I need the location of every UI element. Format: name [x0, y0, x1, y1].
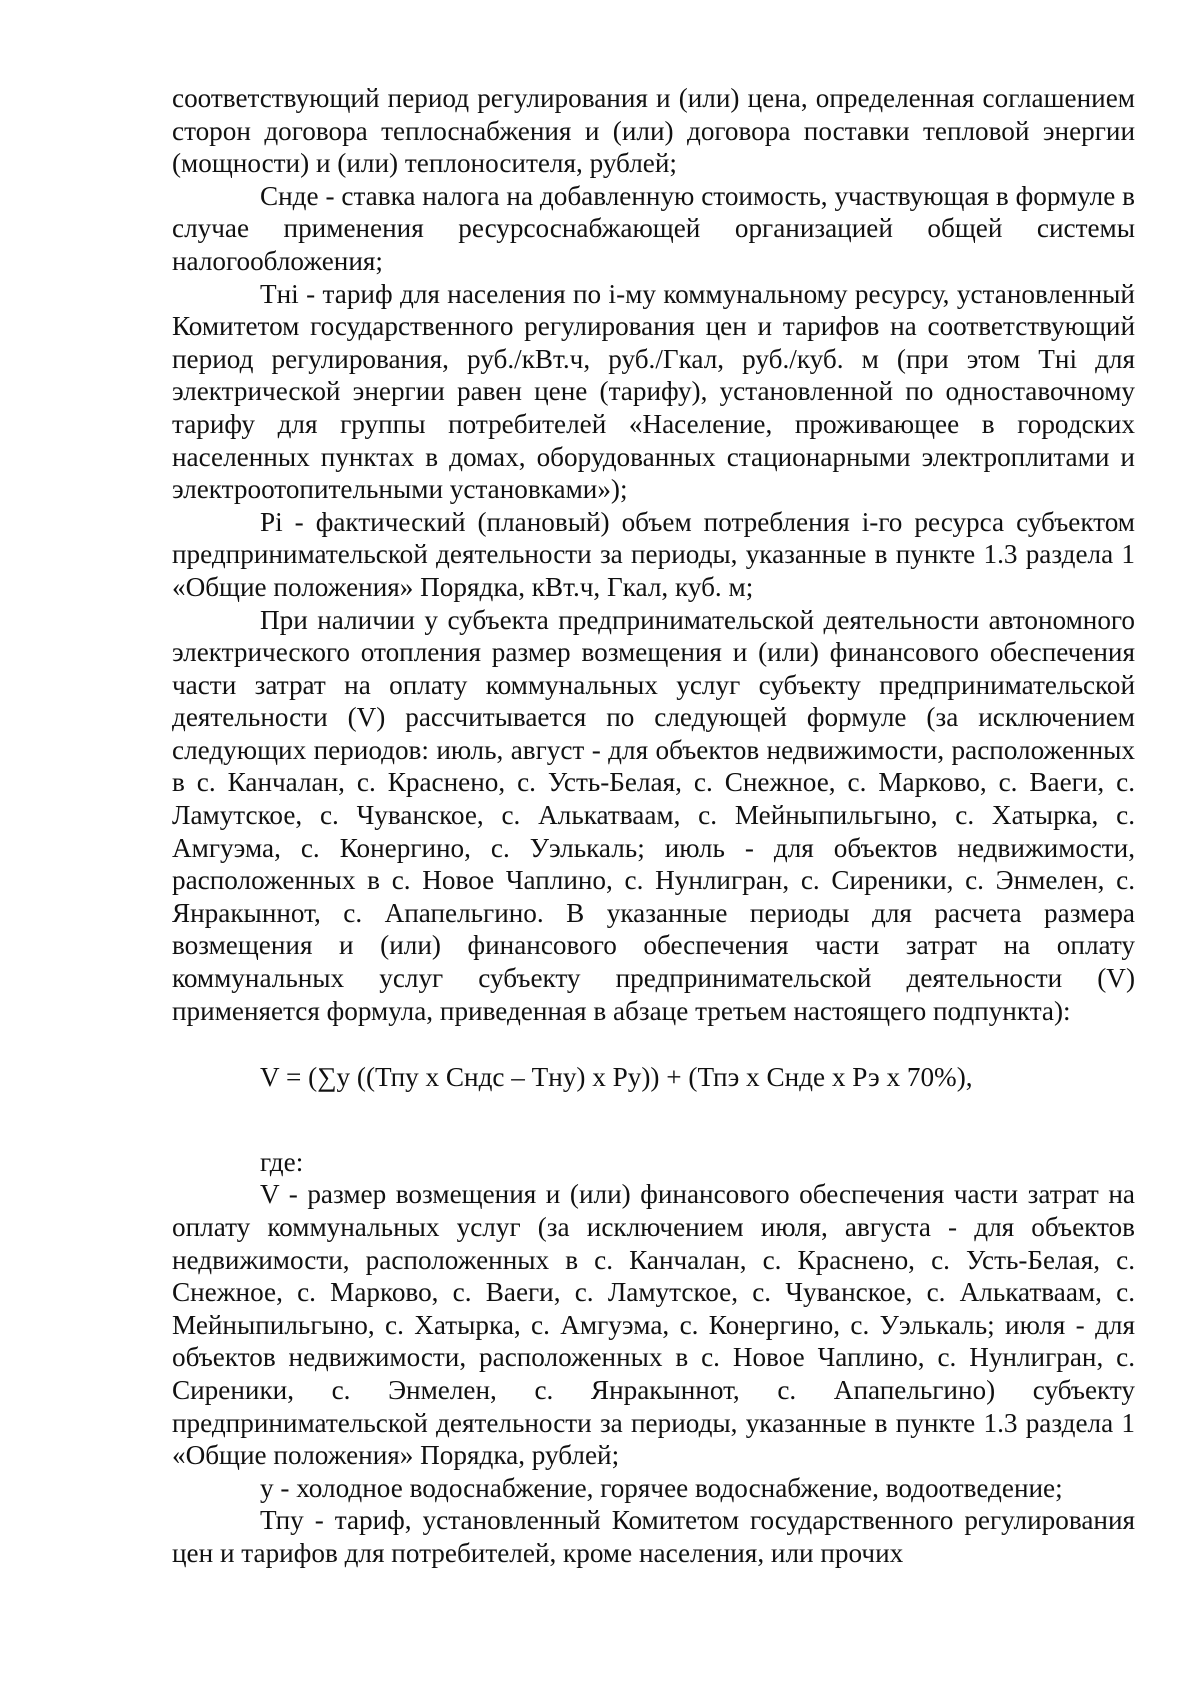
paragraph-population-tariff: Тні - тариф для населения по і-му коммунальному ресурсу, установленный Комитетом государственного регулирования цен и тарифов на соответствующий период регулирования, руб./кВт.ч, руб./Гкал, руб./куб. м (при этом Тні для электрической энергии равен цене (тарифу), установленной по одноставочному тарифу для группы потребителей «Население, проживающее в городских населенных пунктах в домах, оборудованных стационарными электроплитами и электроотопительными установками»);	[172, 278, 1135, 505]
definition-v: V - размер возмещения и (или) финансового обеспечения части затрат на оплату коммунальных услуг (за исключением июля, августа - для объектов недвижимости, расположенных в с. Канчалан, с. Краснено, с. Усть-Белая, с. Снежное, с. Марково, с. Ваеги, с. Ламутское, с. Чуванское, с. Алькатваам, с. Мейныпильгыно, с. Хатырка, с. Амгуэма, с. Конергино, с. Уэлькаль; июля - для объектов недвижимости, расположенных в с. Новое Чаплино, с. Нунлигран, с. Сиреники, с. Энмелен, с. Янракыннот, с. Апапельгино) субъекту предпринимательской деятельности за периоды, указанные в пункте 1.3 раздела 1 «Общие положения» Порядка, рублей;	[172, 1179, 1135, 1471]
paragraph-electric-heating: При наличии у субъекта предпринимательской деятельности автономного электрического отопления размер возмещения и (или) финансового обеспечения части затрат на оплату коммунальных услуг субъекту предпринимательской деятельности (V) рассчитывается по следующей формуле (за исключением следующих периодов: июль, август - для объектов недвижимости, расположенных в с. Канчалан, с. Краснено, с. Усть-Белая, с. Снежное, с. Марково, с. Ваеги, с. Ламутское, с. Чуванское, с. Алькатваам, с. Мейныпильгыно, с. Хатырка, с. Амгуэма, с. Конергино, с. Уэлькаль; июль - для объектов недвижимости, расположенных в с. Новое Чаплино, с. Нунлигран, с. Сиреники, с. Энмелен, с. Янракыннот, с. Апапельгино. В указанные периоды для расчета размера возмещения и (или) финансового обеспечения части затрат на оплату коммунальных услуг субъекту предпринимательской деятельности (V) применяется формула, приведенная в абзаце третьем настоящего подпункта):	[172, 604, 1135, 1026]
document-page	[172, 82, 1135, 1570]
formula: V = (∑у ((Тпу х Cндс – Тну) х Ру)) + (Тпэ х Снде х Рэ х 70%),	[260, 1062, 973, 1093]
where-label: где:	[260, 1146, 304, 1177]
paragraph-continuation: соответствующий период регулирования и (или) цена, определенная соглашением сторон договора теплоснабжения и (или) договора поставки тепловой энергии (мощности) и (или) теплоносителя, рублей;	[172, 83, 1135, 179]
paragraph-vat-rate: Снде - ставка налога на добавленную стоимость, участвующая в формуле в случае применения ресурсоснабжающей организацией общей системы налогообложения;	[172, 180, 1135, 276]
definition-y: у - холодное водоснабжение, горячее водоснабжение, водоотведение;	[260, 1472, 1063, 1503]
definition-tpu: Тпу - тариф, установленный Комитетом государственного регулирования цен и тарифов для потребителей, кроме населения, или прочих	[172, 1505, 1135, 1568]
paragraph-consumption-volume: Pi - фактический (плановый) объем потребления і-го ресурса субъектом предпринимательской деятельности за периоды, указанные в пункте 1.3 раздела 1 «Общие положения» Порядка, кВт.ч, Гкал, куб. м;	[172, 506, 1135, 602]
